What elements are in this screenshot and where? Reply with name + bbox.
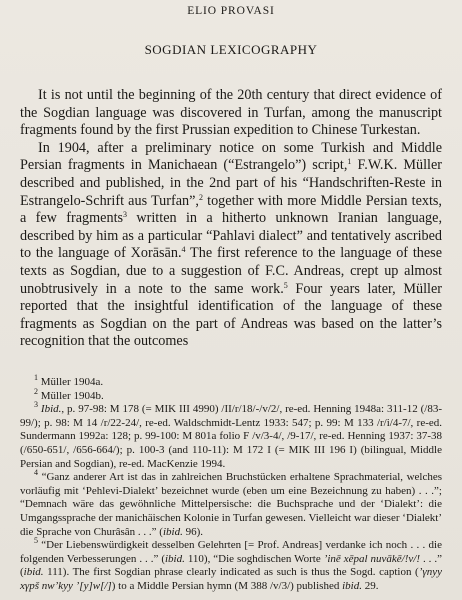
footnote-2 (20, 386, 442, 404)
footnote-5 (20, 536, 442, 593)
footnote-ref-1: 1 (347, 157, 352, 167)
footnote-ref-3: 3 (123, 210, 128, 220)
footnote-number-5: 5 (34, 536, 38, 546)
footnote-ref-5: 5 (283, 280, 288, 290)
footnote-5-ibid-1: ibid. (165, 552, 185, 565)
paragraph-2-text-f: Four years later, Müller reported that the insightful identification of the language of these fragments as Sogdian on the part of Andreas was based on the latter’s recognition that the outcomes (20, 280, 442, 350)
footnote-4-ibid: ibid. (162, 525, 183, 538)
footnote-5-text-a: “Der Liebenswürdigkeit desselben Gelehrten [= Prof. Andreas] verdanke ich noch . . . die folgenden Verbesserungen . . .” ( (20, 539, 442, 565)
footnote-5-text-b: 110), “Die soghdischen Worte (184, 552, 324, 565)
footnote-5-text-d: 111). The first Sogdian phrase clearly indicated as such is thus the Sogd. caption ( (43, 566, 419, 579)
footnote-number-3: 3 (34, 400, 38, 410)
footnote-3 (20, 400, 442, 471)
paragraph-2-text-b: F.W.K. Müller described and published, in the 2nd part of his “Handschriften-Reste in Estrangelo-Schrift aus Turfan”, (20, 157, 443, 209)
paragraph-2-text-a: In 1904, after a preliminary notice on some Turkish and Middle Persian fragments in Manichaean (“Estrangelo”) script, (20, 139, 442, 174)
footnotes (20, 373, 443, 594)
footnote-5-text-e: ) to a Middle Persian hymn (M 388 /v/3/) published (111, 579, 343, 592)
footnote-1 (20, 373, 442, 390)
footnote-number-1: 1 (34, 373, 38, 382)
footnote-4-text-b: 96). (182, 525, 204, 538)
footnote-2-text: Müller 1904b. (40, 389, 104, 402)
paragraph-2-text-c: together with more Middle Persian texts, a few fragments (20, 192, 442, 227)
footnote-1-text: Müller 1904a. (40, 376, 104, 388)
paragraph-2 (20, 140, 442, 351)
footnote-3-text: , p. 97-98: M 178 (= MIK III 4990) /II/r/18/-/v/2/, re-ed. Henning 1948a: 311-12 (/83-99/); p. 98: M 14 /r/22-24/, re-ed. Waldschmidt-Lentz 1933: 547; p. 99: M 133 /r/i/4-7/, re-ed. Sundermann 1992a: 128; p. 99-100: M 801a folio F /v/3-4/, /9-17/, re-ed. Henning 1937: 37-38 (/650-651/, /656-664/); p. 100-3 (and 110-11): M 172 I (= MIK III 196 I) (bilingual, Middle Persian and Sogdian), re-ed. MacKenzie 1994. (20, 403, 442, 470)
footnote-5-ibid-3: ibid. (342, 579, 362, 592)
footnote-number-2: 2 (34, 386, 38, 396)
footnote-5-ibid-2: ibid. (23, 566, 44, 579)
footnote-5-sogdian-phrase: ’γnyy xγpš nw’kyy ’[y]w[/] (20, 566, 442, 592)
footnote-4 (20, 468, 443, 539)
footnote-number-4: 4 (34, 468, 38, 478)
paragraph-2-text-e: The first reference to the language of these texts as Sogdian, due to a suggestion of F.C. Andreas, crept up almost unobtrusively in a note to the same work. (20, 245, 443, 297)
chapter-title: SOGDIAN LEXICOGRAPHY (144, 42, 318, 57)
paragraph-1: It is not until the beginning of the 20th century that direct evidence of the Sogdian language was discovered in Turfan, among the manuscript fragments found by the first Prussian expedition to Chinese Turkestan. (20, 87, 442, 139)
footnote-4-text-a: “Ganz anderer Art ist das in zahlreichen Bruchstücken erhaltene Sprachmaterial, welches vorläufig mit ‘Pehlevi-Dialekt’ bezeichnet wurde (eben um eine Bezeichnung zu haben) . . .”; “Demnach wäre das gewöhnliche Mittelpersische: die Buchsprache und der ‘Dialekt’: die Umgangssprache der manichäischen Kolonie in Turfan gewesen. Vielleicht war dieser ‘Dialekt’ die Sprache von Churâsân . . .” ( (20, 471, 443, 538)
footnote-5-text-c: . . .” ( (20, 552, 442, 579)
footnote-5-sogdian-words: ’inē xēpal nuvākē/!v/! (323, 552, 420, 565)
footnote-ref-2: 2 (198, 192, 203, 202)
footnote-5-text-f: 29. (361, 579, 379, 592)
body-text (20, 87, 442, 351)
running-header-author: ELIO PROVASI (187, 5, 275, 17)
paragraph-2-text-d: written in a hitherto unknown Iranian language, described by him as a particular “Pahlavi dialect” and tentatively ascribed to the language of Xorāsān. (20, 210, 442, 262)
footnote-ref-4: 4 (181, 245, 186, 255)
footnote-3-ibid: Ibid. (40, 403, 62, 416)
